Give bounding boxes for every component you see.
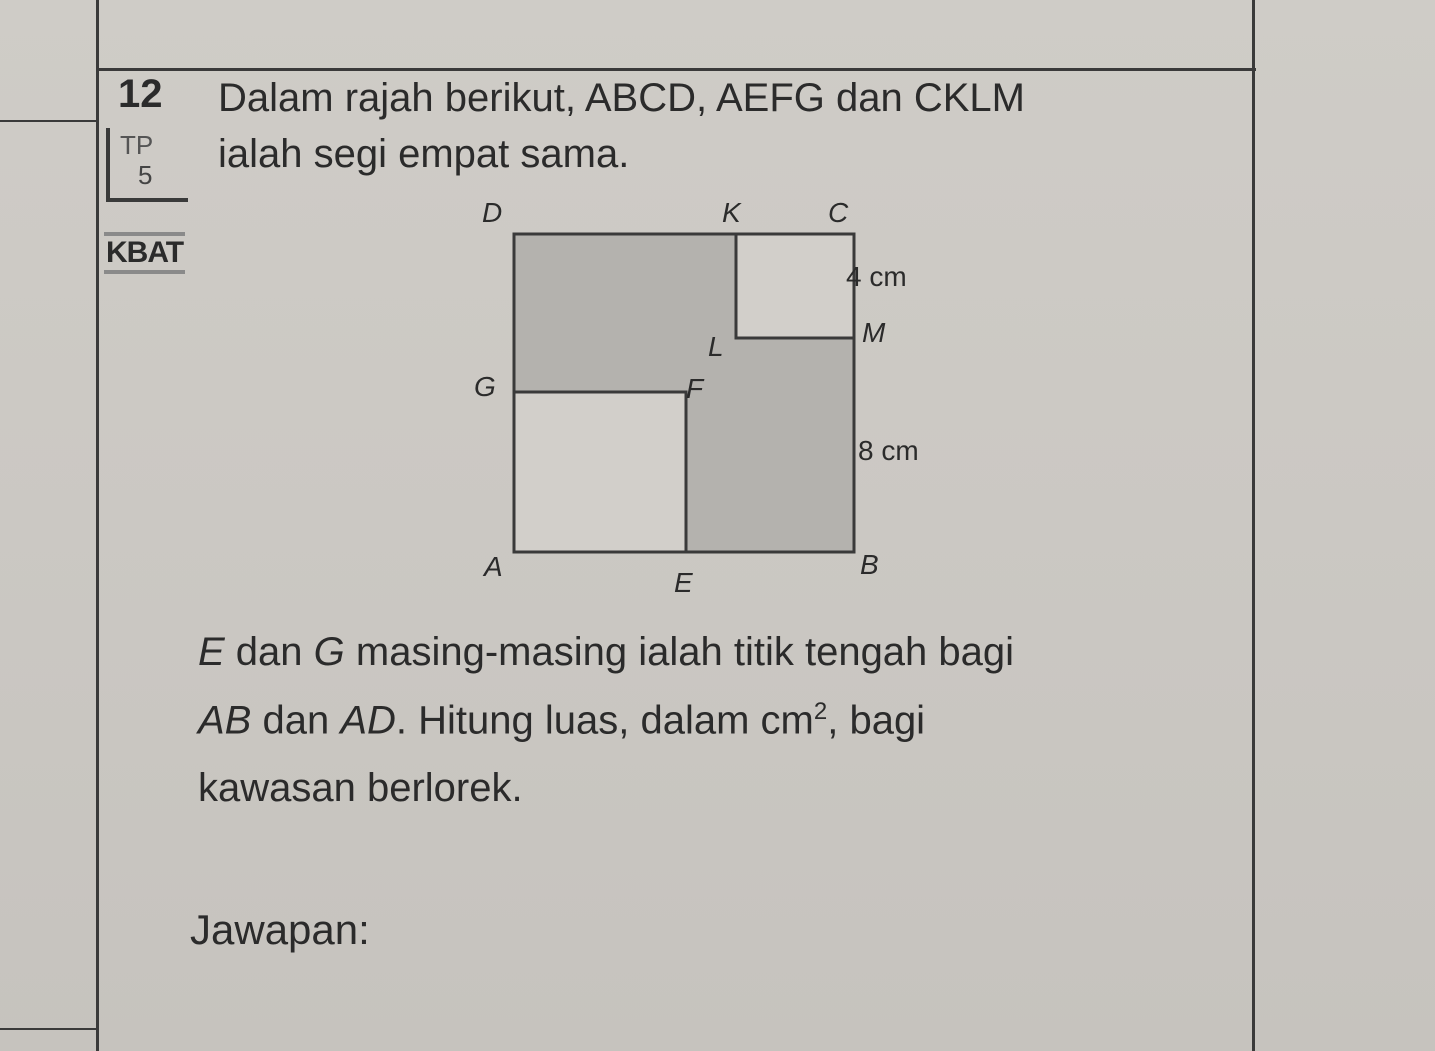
instruction-line-1	[198, 630, 1014, 675]
var-ab: AB	[198, 698, 252, 743]
square-aefg	[514, 392, 686, 552]
square-cklm	[736, 234, 854, 338]
var-g: G	[313, 630, 345, 674]
label-b: B	[860, 549, 879, 580]
kbat-badge: KBAT	[104, 232, 185, 274]
label-e: E	[674, 567, 693, 598]
text-midpoint: masing-masing ialah titik tengah bagi	[344, 630, 1015, 674]
var-ad: AD	[340, 698, 396, 743]
label-dim-8cm: 8 cm	[858, 435, 919, 466]
label-d: D	[482, 197, 503, 228]
answer-label: Jawapan:	[190, 906, 370, 953]
question-number: 12	[118, 72, 163, 116]
label-g: G	[474, 371, 496, 402]
unit-exponent: 2	[813, 698, 828, 725]
label-a: A	[484, 551, 503, 582]
text-area-unit: . Hitung luas, dalam cm	[395, 698, 814, 743]
text-dan-2: dan	[251, 698, 341, 743]
question-text-line-1: Dalam rajah berikut, ABCD, AEFG dan CKLM	[218, 76, 1025, 120]
instruction-line-2	[198, 698, 925, 743]
var-e: E	[198, 630, 225, 674]
question-text-line-2: ialah segi empat sama.	[218, 132, 630, 176]
tp-level: 5	[138, 160, 153, 190]
instruction-line-3: kawasan berlorek.	[198, 766, 523, 810]
label-k: K	[722, 197, 741, 228]
text-bagi: , bagi	[827, 698, 926, 743]
label-l: L	[708, 331, 724, 362]
label-f: F	[686, 373, 704, 404]
tp-label: TP	[120, 130, 154, 160]
label-c: C	[828, 197, 849, 228]
text-dan-1: dan	[224, 630, 314, 674]
label-m: M	[862, 317, 886, 348]
label-dim-4cm: 4 cm	[846, 261, 907, 292]
